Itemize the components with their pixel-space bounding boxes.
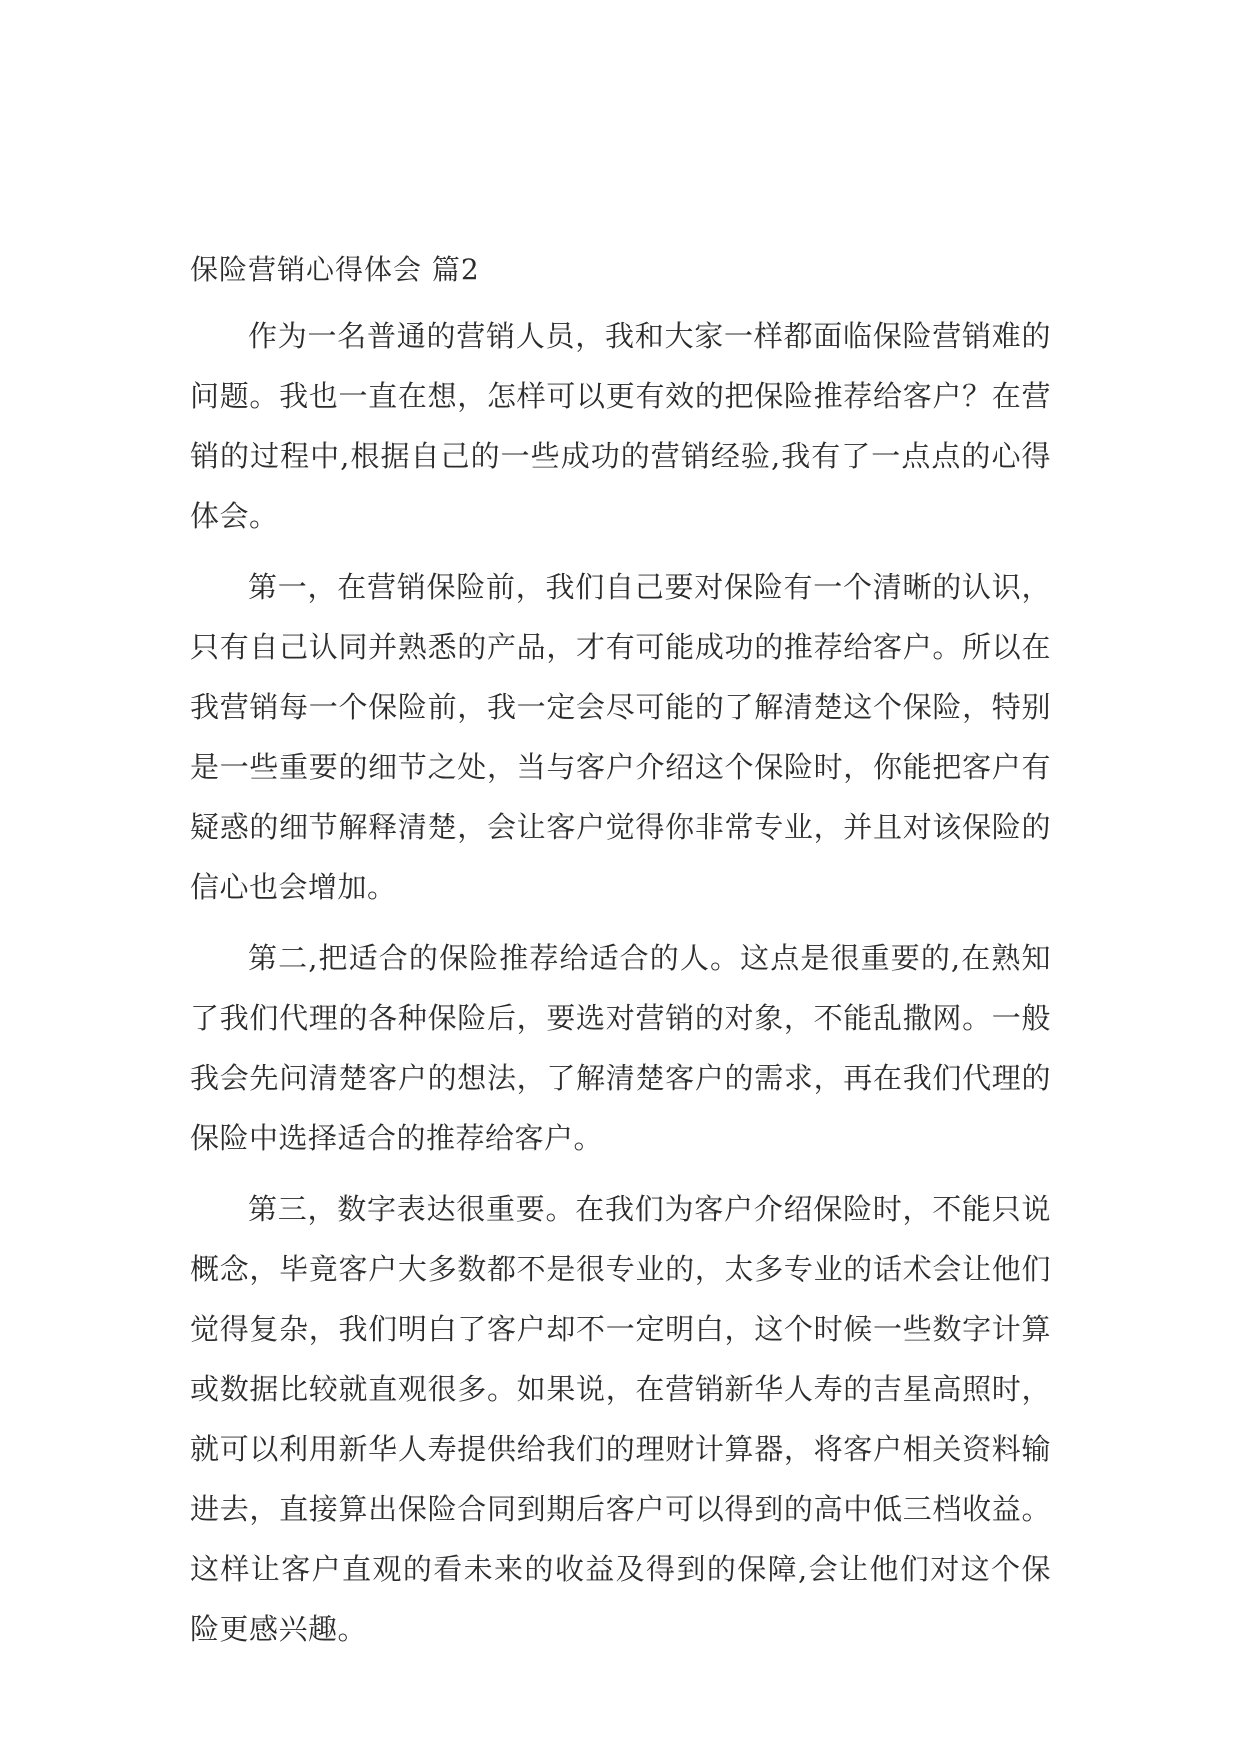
paragraph-third-point: 第三，数字表达很重要。在我们为客户介绍保险时，不能只说概念，毕竟客户大多数都不是很专业的，太多专业的话术会让他们觉得复杂，我们明白了客户却不一定明白，这个时候一些数字计算或数据比较就直观很多。如果说，在营销新华人寿的吉星高照时，就可以利用新华人寿提供给我们的理财计算器，将客户相关资料输进去，直接算出保险合同到期后客户可以得到的高中低三档收益。这样让客户直观的看未来的收益及得到的保障,会让他们对这个保险更感兴趣。 [190, 1192, 1051, 1646]
paragraph-second-point: 第二,把适合的保险推荐给适合的人。这点是很重要的,在熟知了我们代理的各种保险后，要选对营销的对象，不能乱撒网。一般我会先问清楚客户的想法，了解清楚客户的需求，再在我们代理的保险中选择适合的推荐给客户。 [190, 941, 1051, 1155]
paragraph-first-point: 第一，在营销保险前，我们自己要对保险有一个清晰的认识，只有自己认同并熟悉的产品，才有可能成功的推荐给客户。所以在我营销每一个保险前，我一定会尽可能的了解清楚这个保险，特别是一些重要的细节之处，当与客户介绍这个保险时，你能把客户有疑惑的细节解释清楚，会让客户觉得你非常专业，并且对该保险的信心也会增加。 [190, 570, 1051, 904]
document-body [190, 250, 1051, 1670]
paragraph-intro: 作为一名普通的营销人员，我和大家一样都面临保险营销难的问题。我也一直在想，怎样可以更有效的把保险推荐给客户？在营销的过程中,根据自己的一些成功的营销经验,我有了一点点的心得体会。 [190, 319, 1051, 533]
document-title: 保险营销心得体会 篇2 [190, 253, 480, 286]
